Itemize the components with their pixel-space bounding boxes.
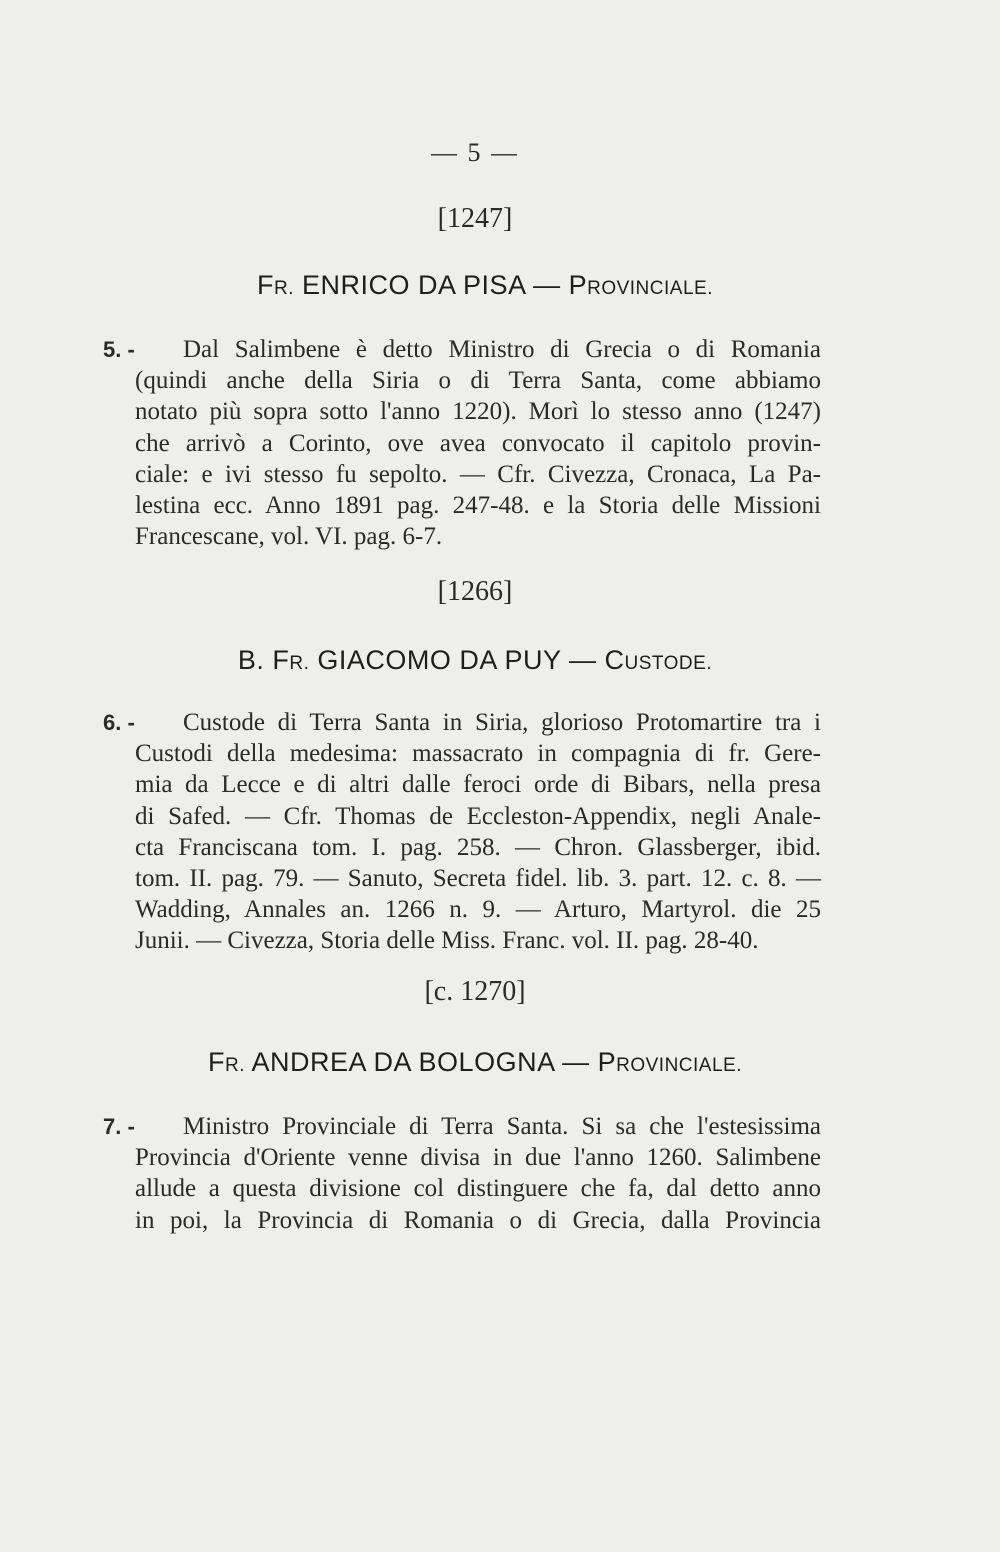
text-line: Wadding, Annales an. 1266 n. 9. — Arturo, Martyrol. die 25 [135, 896, 821, 924]
heading-role-sc: ROVINCIALE. [587, 278, 713, 299]
heading-prefix: B. [237, 645, 273, 675]
heading-name: ANDREA DA BOLOGNA — [244, 1047, 598, 1077]
heading-role-lead: C [604, 645, 625, 675]
text-line: ciale: e ivi stesso fu sepolto. — Cfr. Civezza, Cronaca, La Pa- [135, 460, 821, 488]
entry-paragraph [103, 1111, 821, 1236]
text-line: cta Franciscana tom. I. pag. 258. — Chron. Glassberger, ibid. [135, 833, 821, 861]
entry-number: 5. - [103, 337, 135, 362]
text-line: Ministro Provinciale di Terra Santa. Si sa che l'estesissima [183, 1113, 821, 1140]
entry-number: 7. - [103, 1114, 135, 1139]
heading-role-sc: USTODE. [624, 653, 713, 674]
section-heading [0, 270, 960, 301]
section-heading [0, 1047, 950, 1078]
text-line: notato più sopra sotto l'anno 1220). Morì lo stesso anno (1247) [135, 398, 821, 426]
heading-name-lead: F [257, 270, 275, 300]
heading-name-sc: R. [274, 278, 295, 299]
heading-name-sc: R. [224, 1055, 245, 1076]
heading-name: ENRICO DA PISA — [294, 270, 569, 300]
text-line: mia da Lecce e di altri dalle feroci orde di Bibars, nella presa [135, 771, 821, 799]
text-line: di Safed. — Cfr. Thomas de Eccleston-Appendix, negli Anale- [135, 802, 821, 830]
text-line: Junii. — Civezza, Storia delle Miss. Franc. vol. II. pag. 28-40. [135, 927, 759, 955]
entry-paragraph [103, 334, 821, 552]
heading-role-lead: P [568, 270, 588, 300]
heading-name-sc: R. [289, 653, 310, 674]
text-line: allude a questa divisione col distinguere che fa, dal detto anno [135, 1175, 821, 1203]
entry-number: 6. - [103, 710, 135, 735]
page-number: — 5 — [431, 138, 519, 167]
section-year: [1247] [437, 203, 513, 234]
text-line: Provincia d'Oriente venne divisa in due l'anno 1260. Salimbene [135, 1144, 821, 1172]
text-line: tom. II. pag. 79. — Sanuto, Secreta fidel. lib. 3. part. 12. c. 8. — [135, 865, 821, 893]
entry-paragraph [103, 707, 821, 957]
text-line: che arrivò a Corinto, ove avea convocato il capitolo provin- [135, 429, 821, 457]
text-line: Custode di Terra Santa in Siria, glorioso Protomartire tra i [183, 709, 821, 736]
heading-name: GIACOMO DA PUY — [309, 645, 605, 675]
text-line: Dal Salimbene è detto Ministro di Grecia o di Romania [183, 336, 821, 363]
section-year: [c. 1270] [424, 976, 526, 1007]
heading-name-lead: F [207, 1047, 225, 1077]
text-line: (quindi anche della Siria o di Terra Santa, come abbiamo [135, 367, 821, 395]
heading-name-lead: F [272, 645, 290, 675]
section-year: [1266] [437, 576, 513, 607]
text-line: lestina ecc. Anno 1891 pag. 247-48. e la Storia delle Missioni [135, 492, 821, 520]
section-heading [0, 645, 950, 676]
heading-role-lead: P [597, 1047, 617, 1077]
text-line: Custodi della medesima: massacrato in compagnia di fr. Gere- [135, 740, 821, 768]
text-line: in poi, la Provincia di Romania o di Grecia, dalla Provincia [135, 1206, 821, 1234]
heading-role-sc: ROVINCIALE. [616, 1055, 742, 1076]
text-line: Francescane, vol. VI. pag. 6-7. [135, 523, 443, 551]
